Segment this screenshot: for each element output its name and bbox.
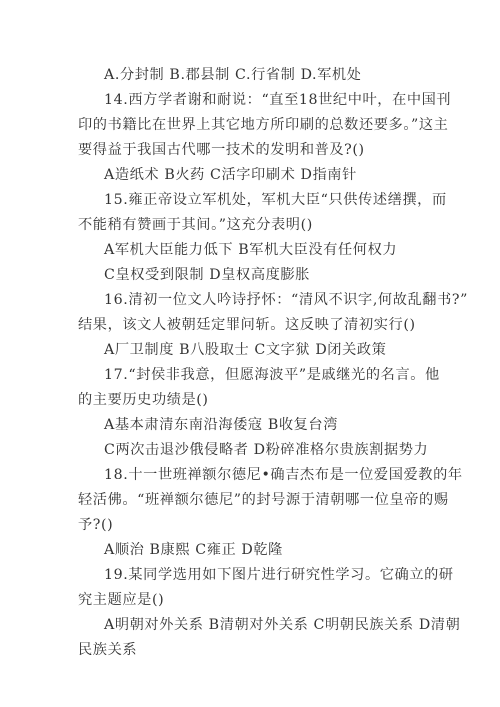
q18-options: A顺治 B康熙 C雍正 D乾隆 [104, 542, 283, 558]
q17-stem-line-1: 17.“封侯非我意，但愿海波平”是戚继光的名言。他 [104, 367, 440, 383]
q18-stem-line-3: 予?() [78, 517, 114, 533]
q19-options-line-1: A明朝对外关系 B清朝对外关系 C明朝民族关系 D清朝 [104, 617, 461, 633]
q16-stem-line-2: 结果，该文人被朝廷定罪问斩。这反映了清初实行() [78, 317, 416, 333]
q15-stem-line-1: 15.雍正帝设立军机处，军机大臣“只供传述缮撰，而 [104, 192, 447, 208]
q17-options-ab: A基本肃清东南沿海倭寇 B收复台湾 [104, 417, 339, 433]
q17-options-cd: C两次击退沙俄侵略者 D粉碎准格尔贵族割据势力 [104, 442, 429, 458]
q14-stem-line-2: 印的书籍比在世界上其它地方所印刷的总数还要多。”这主 [78, 117, 449, 133]
q15-stem-line-2: 不能稍有赞画于其间。”这充分表明() [78, 217, 313, 233]
q14-stem-line-3: 要得益于我国古代哪一技术的发明和普及?() [78, 142, 365, 158]
q16-stem-line-1: 16.清初一位文人吟诗抒怀：“清风不识字,何故乱翻书?” [104, 292, 468, 308]
q13-options: A.分封制 B.郡县制 C.行省制 D.军机处 [104, 67, 362, 83]
q14-stem-line-1: 14.西方学者谢和耐说：“直至18世纪中叶，在中国刊 [104, 92, 452, 108]
q15-options-cd: C皇权受到限制 D皇权高度膨胀 [104, 267, 310, 283]
q17-stem-line-2: 的主要历史功绩是() [78, 392, 209, 408]
q16-options: A厂卫制度 B八股取士 C文字狱 D闭关政策 [104, 342, 387, 358]
q15-options-ab: A军机大臣能力低下 B军机大臣没有任何权力 [104, 242, 398, 258]
q19-options-line-2: 民族关系 [78, 642, 138, 658]
q18-stem-line-2: 轻活佛。“班禅额尔德尼”的封号源于清朝哪一位皇帝的赐 [78, 492, 449, 508]
q19-stem-line-1: 19.某同学选用如下图片进行研究性学习。它确立的研 [104, 567, 454, 583]
q19-stem-line-2: 究主题应是() [78, 592, 165, 608]
q14-options: A造纸术 B火药 C活字印刷术 D指南针 [104, 167, 357, 183]
q18-stem-line-1: 18.十一世班禅额尔德尼•确吉杰布是一位爱国爱教的年 [104, 467, 463, 483]
